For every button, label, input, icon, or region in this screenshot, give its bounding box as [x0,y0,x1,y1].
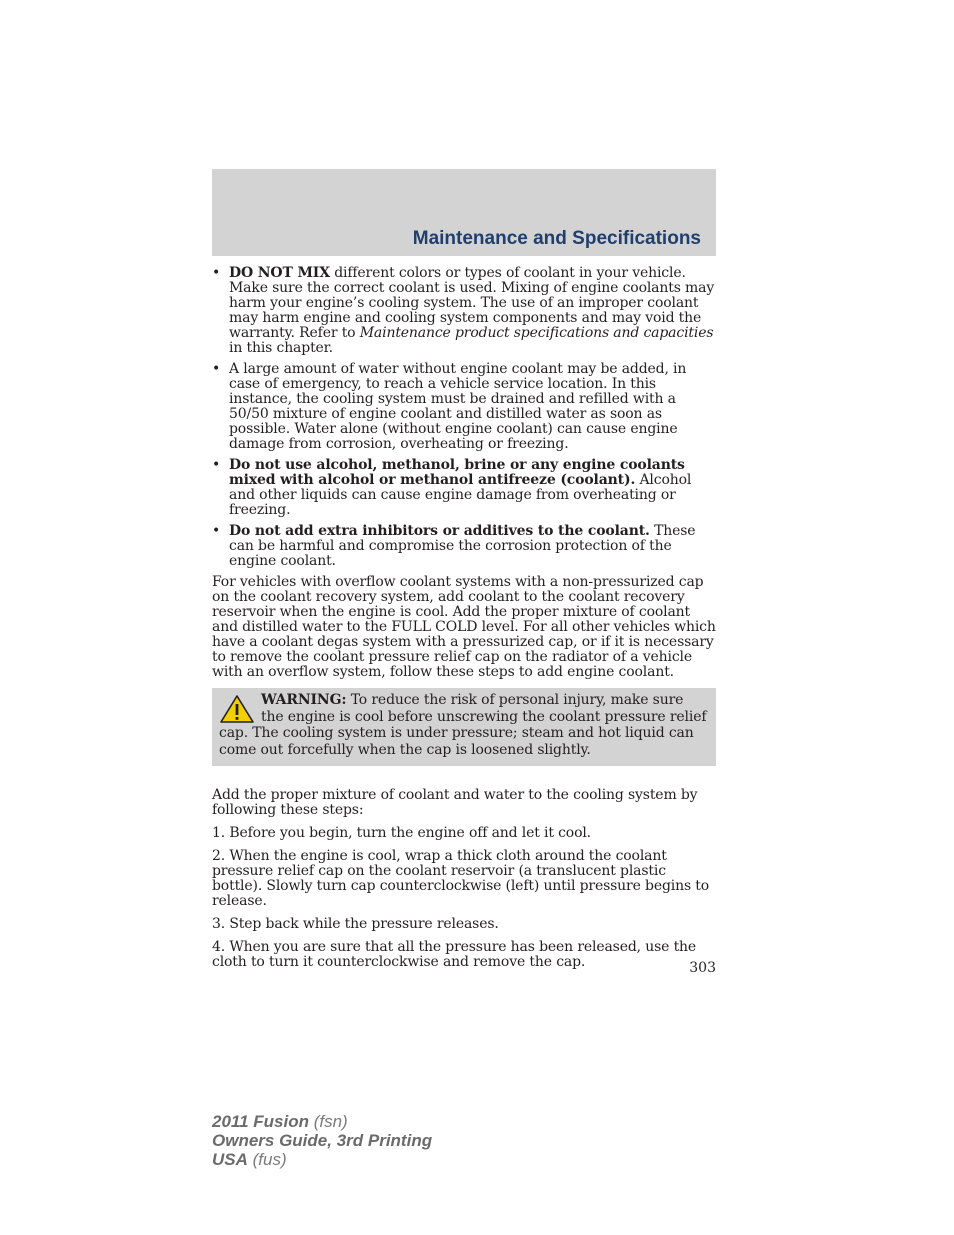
page-content [212,266,716,978]
bullet-text: Alcohol and other liquids can cause engine damage from overheating or freezing. [229,472,692,518]
bullet-text: These can be harmful and compromise the corrosion protection of the engine coolant. [229,523,696,569]
bullet-dot: • [212,457,221,473]
page-number: 303 [689,960,716,976]
steps-intro: Add the proper mixture of coolant and water to the cooling system by following these steps: [212,787,698,818]
bullet-bold-lead: DO NOT MIX [229,265,330,281]
section-header [212,169,716,256]
bullet-bold-lead: Do not add extra inhibitors or additives to the coolant. [229,523,650,539]
footer-model: 2011 Fusion [212,1112,309,1131]
step-item: 1. Before you begin, turn the engine off and let it cool. [212,825,591,841]
bullet-text: A large amount of water without engine coolant may be added, in case of emergency, to reach a vehicle service location. In this instance, the cooling system must be drained and refilled with a 50/50 mixture of engine coolant and distilled water as soon as possible. Water alone (without engine coolant) can cause engine damage from corrosion, overheating or freezing. [229,361,687,452]
cross-reference: Maintenance product specifications and capacities [359,325,714,341]
bullet-item [212,266,716,356]
footer-line-model [212,1112,432,1131]
section-title: Maintenance and Specifications [412,228,701,249]
warning-triangle-icon [219,694,255,724]
bullet-tail: in this chapter. [229,340,333,356]
bullet-dot: • [212,361,221,377]
bullet-item [212,524,716,569]
warning-label: WARNING: [261,692,347,708]
footer-market: USA [212,1150,248,1169]
bullet-bold-lead: Do not use alcohol, methanol, brine or any engine coolants mixed with alcohol or methanol antifreeze (coolant). [229,457,685,488]
warning-box [212,688,716,766]
warning-text: To reduce the risk of personal injury, make sure the engine is cool before unscrewing the coolant pressure relief cap. The cooling system is under pressure; steam and hot liquid can come out forcefully when the cap is loosened slightly. [219,692,707,758]
footer-market-code: (fus) [247,1150,287,1169]
bullet-item [212,458,716,518]
footer-model-code: (fsn) [309,1112,348,1131]
step-item: 2. When the engine is cool, wrap a thick cloth around the coolant pressure relief cap on the coolant reservoir (a translucent plastic bottle). Slowly turn cap counterclockwise (left) until pressure begins to release. [212,848,710,909]
intro-paragraph: For vehicles with overflow coolant systems with a non-pressurized cap on the coolant recovery system, add coolant to the coolant recovery reservoir when the engine is cool. Add the proper mixture of coolant and distilled water to the FULL COLD level. For all other vehicles which have a coolant degas system with a pressurized cap, or if it is necessary to remove the coolant pressure relief cap on the radiator of a vehicle with an overflow system, follow these steps to add engine coolant. [212,574,716,680]
bullet-dot: • [212,523,221,539]
bullet-item [212,362,716,452]
bullet-dot: • [212,265,221,281]
step-item: 3. Step back while the pressure releases. [212,916,499,932]
footer-line-edition [212,1131,432,1150]
bullet-text: different colors or types of coolant in your vehicle. Make sure the correct coolant is used. Mixing of engine coolants may harm your engine’s cooling system. The use of an improper coolant may harm engine and cooling system components and may void the warranty. Refer to [229,265,715,341]
footer-line-market [212,1150,432,1169]
step-item: 4. When you are sure that all the pressure has been released, use the cloth to turn it counterclockwise and remove the cap. [212,939,697,970]
document-footer [212,1112,432,1169]
footer-edition: Owners Guide, 3rd Printing [212,1131,433,1150]
